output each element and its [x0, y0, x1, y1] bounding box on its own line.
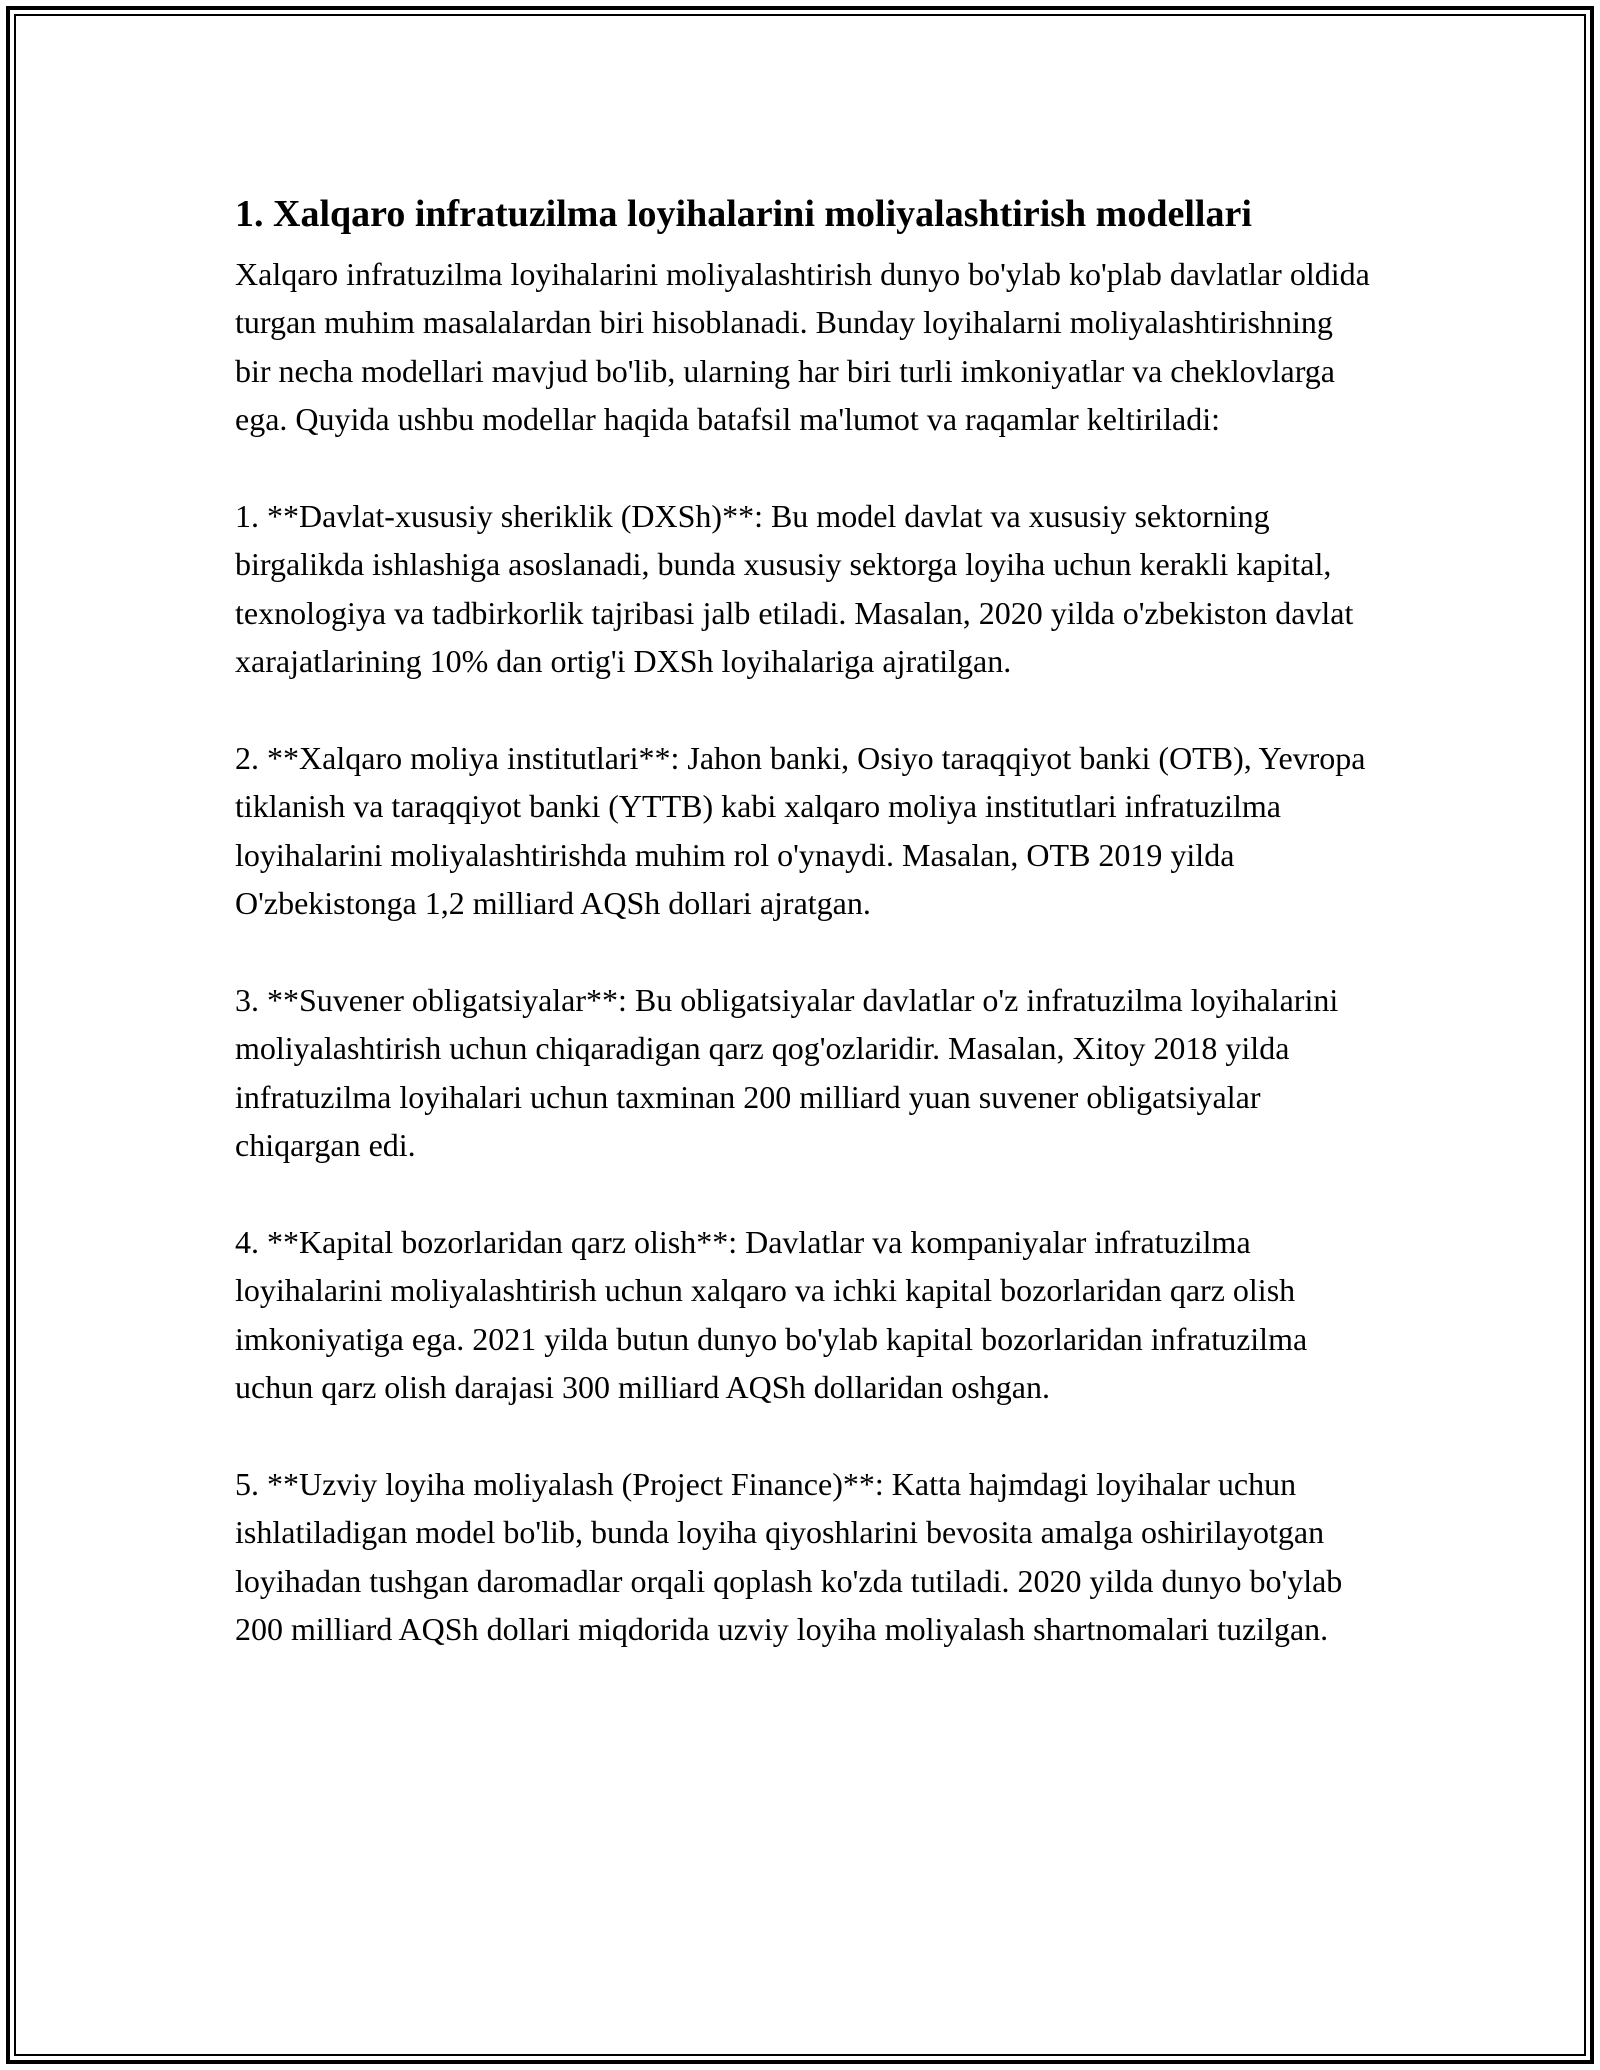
document-body: [235, 184, 1375, 1702]
paragraph-item-1: 1. **Davlat-xususiy sheriklik (DXSh)**: Bu model davlat va xususiy sektorning birgalikda ishlashiga asoslanadi, bunda xususiy sektorga loyiha uchun kerakli kapital, texnologiya va tadbirkorlik tajribasi jalb etiladi. Masalan, 2020 yilda o'zbekiston davlat xarajatlarining 10% dan ortig'i DXSh loyihalariga ajratilgan.: [235, 498, 1354, 680]
paragraph-item-4: 4. **Kapital bozorlaridan qarz olish**: Davlatlar va kompaniyalar infratuzilma loyihalarini moliyalashtirish uchun xalqaro va ichki kapital bozorlaridan qarz olish imkoniyatiga ega. 2021 yilda butun dunyo bo'ylab kapital bozorlaridan infratuzilma uchun qarz olish darajasi 300 milliard AQSh dollaridan oshgan.: [235, 1224, 1308, 1406]
paragraph-item-5: 5. **Uzviy loyiha moliyalash (Project Finance)**: Katta hajmdagi loyihalar uchun ishlatiladigan model bo'lib, bunda loyiha qiyoshlarini bevosita amalga oshirilayotgan loyihadan tushgan daromadlar orqali qoplash ko'zda tutiladi. 2020 yilda dunyo bo'ylab 200 milliard AQSh dollari miqdorida uzviy loyiha moliyalash shartnomalari tuzilgan.: [235, 1466, 1343, 1648]
paragraph-item-3: 3. **Suvener obligatsiyalar**: Bu obligatsiyalar davlatlar o'z infratuzilma loyihalarini moliyalashtirish uchun chiqaradigan qarz qog'ozlaridir. Masalan, Xitoy 2018 yilda infratuzilma loyihalari uchun taxminan 200 milliard yuan suvener obligatsiyalar chiqargan edi.: [235, 982, 1339, 1164]
document-title: 1. Xalqaro infratuzilma loyihalarini moliyalashtirish modellari: [235, 193, 1252, 235]
paragraph-item-2: 2. **Xalqaro moliya institutlari**: Jahon banki, Osiyo taraqqiyot banki (OTB), Yevropa tiklanish va taraqqiyot banki (YTTB) kabi xalqaro moliya institutlari infratuzilma loyihalarini moliyalashtirishda muhim rol o'ynaydi. Masalan, OTB 2019 yilda O'zbekistonga 1,2 milliard AQSh dollari ajratgan.: [235, 740, 1366, 922]
paragraph-intro: Xalqaro infratuzilma loyihalarini moliyalashtirish dunyo bo'ylab ko'plab davlatlar oldida turgan muhim masalalardan biri hisoblanadi. Bunday loyihalarni moliyalashtirishning bir necha modellari mavjud bo'lib, ularning har biri turli imkoniyatlar va cheklovlarga ega. Quyida ushbu modellar haqida batafsil ma'lumot va raqamlar keltiriladi:: [235, 256, 1370, 438]
